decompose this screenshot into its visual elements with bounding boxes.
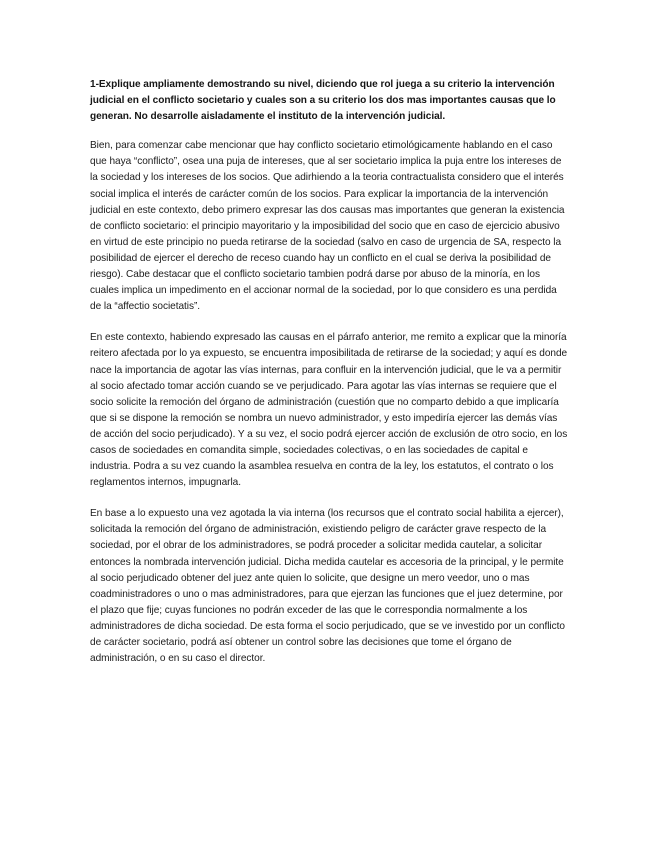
document-body [90,77,568,682]
paragraph-1: Bien, para comenzar cabe mencionar que hay conflicto societario etimológicamente hablando en el caso que haya “conflicto”, osea una puja de intereses, que al ser societario implica la puja entre los intereses de la sociedad y los intereses de los socios. Que adirhiendo a la teoria contractualista considero que el interés social implica el interés de carácter común de los socios. Para explicar la importancia de la intervención judicial en este contexto, debo primero expresar las dos causas mas importantes que generan la existencia de conflicto societario: el principio mayoritario y la imposibilidad del socio que en caso de ejercicio abusivo en virtud de este principio no pueda retirarse de la sociedad (salvo en caso de urgencia de SA, respecto la posibilidad de ejercer el derecho de receso cuando hay un conflicto en el cual se deriva la posibilidad de riesgo). Cabe destacar que el conflicto societario tambien podrá darse por abuso de la minoría, en los cuales implica un impedimento en el accionar normal de la sociedad, por lo que considero es una perdida de la “affectio societatis”. [90,140,565,313]
paragraph-2: En este contexto, habiendo expresado las causas en el párrafo anterior, me remito a explicar que la minoría reitero afectada por lo ya expuesto, se encuentra imposibilitada de retirarse de la sociedad; y aquí es donde nace la importancia de agotar las vías internas, para confluir en la intervención judicial, que le va a permitir al socio afectado tomar acción cuando se ve perjudicado. Para agotar las vías internas se requiere que el socio solicite la remoción del órgano de administración (cuestión que no comparto debido a que implicaría que si se dispone la remoción se nombra un nuevo administrador, y esto impediría ejercer las demás vías de acción del socio perjudicado). Y a su vez, el socio podrá ejercer acción de exclusión de otro socio, en los casos de sociedades en comandita simple, sociedades colectivas, o en las sociedades de capital e industria. Podra a su vez cuando la asamblea resuelva en contra de la ley, los estatutos, el contrato o los reglamentos internos, impugnarla. [90,332,568,489]
question-heading: 1-Explique ampliamente demostrando su nivel, diciendo que rol juega a su criterio la intervención judicial en el conflicto societario y cuales son a su criterio los dos mas importantes causas que lo generan. No desarrolle aisladamente el instituto de la intervención judicial. [90,79,556,123]
paragraph-3: En base a lo expuesto una vez agotada la via interna (los recursos que el contrato social habilita a ejercer), solicitada la remoción del órgano de administración, existiendo peligro de carácter grave respecto de la sociedad, por el obrar de los administradores, se podrá proceder a solicitar medida cautelar, a solicitar entonces la nombrada intervención judicial. Dicha medida cautelar es accesoria de la principal, y le permite al socio perjudicado obtener del juez ante quien lo solicite, que designe un mero veedor, uno o mas coadministradores o uno o mas administradores, para que ejerzan las funciones que el juez determine, por el plazo que fije; cuyas funciones no podrán exceder de las que le correspondia normalmente a los administradores de dicha sociedad. De esta forma el socio perjudicado, que se ve investido por un conflicto de carácter societario, podrá así obtener un control sobre las decisiones que tome el órgano de administración, o en su caso el director. [90,508,565,665]
